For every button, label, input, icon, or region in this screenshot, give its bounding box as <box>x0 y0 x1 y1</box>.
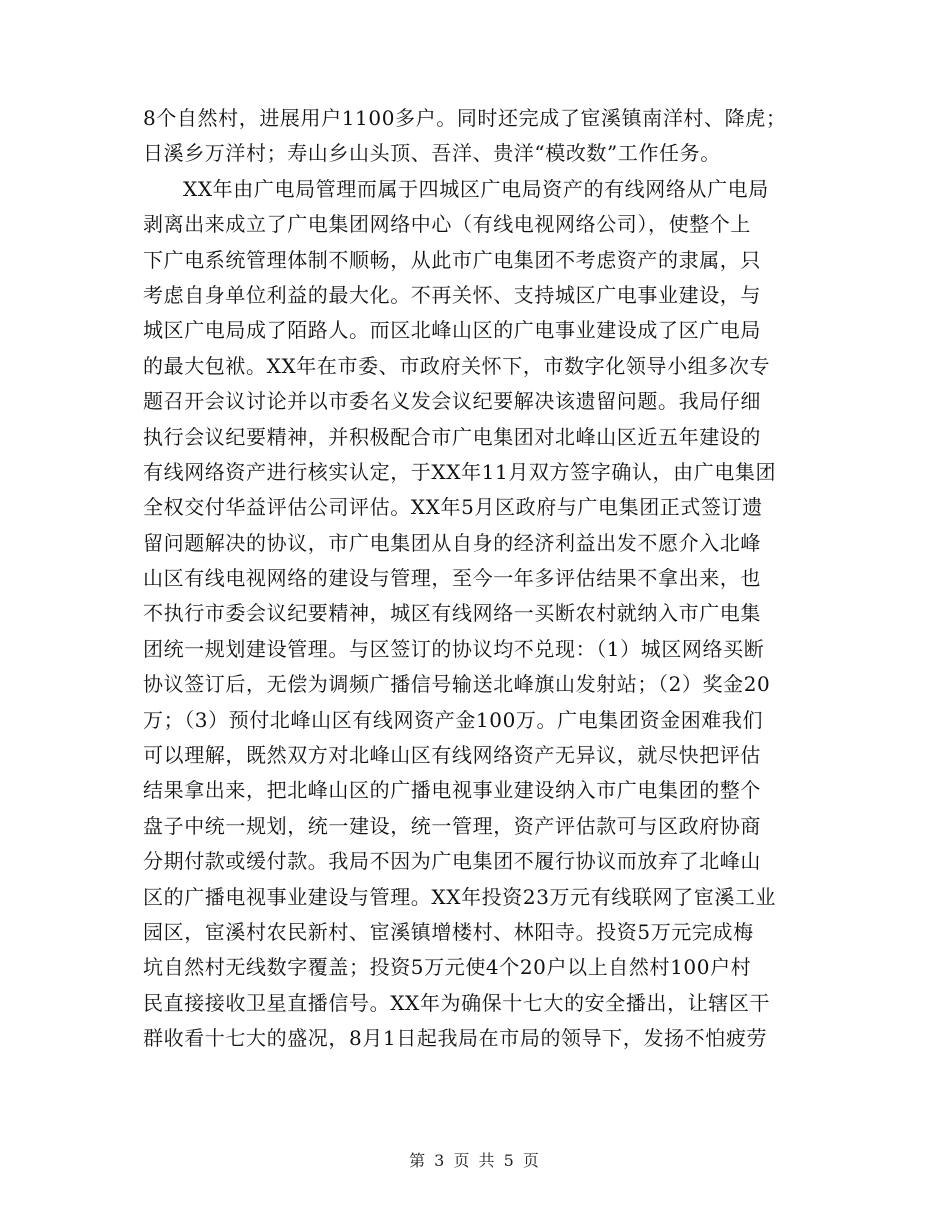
text-line: 题召开会议讨论并以市委名义发会议纪要解决该遗留问题。我局仔细 <box>143 389 761 414</box>
text-line: 8个自然村，进展用户1100多户。同时还完成了宦溪镇南洋村、降虎； <box>143 106 787 130</box>
text-line: 万；（3）预付北峰山区有线网资产金100万。广电集团资金困难我们 <box>143 707 764 732</box>
page-number-footer: 第 3 页 共 5 页 <box>409 1151 541 1170</box>
text-line: 留问题解决的协议，市广电集团从自身的经济利益出发不愿介入北峰 <box>143 530 761 555</box>
text-line: 群收看十七大的盛况，8月1日起我局在市局的领导下，发扬不怕疲劳 <box>143 1026 768 1051</box>
text-line: 坑自然村无线数字覆盖；投资5万元使4个20户以上自然村100户村 <box>143 955 752 980</box>
text-line: 不执行市委会议纪要精神，城区有线网络一买断农村就纳入市广电集 <box>143 601 761 626</box>
document-body <box>143 101 813 1057</box>
text-line: 结果拿出来，把北峰山区的广播电视事业建设纳入市广电集团的整个 <box>143 778 761 803</box>
text-line: 全权交付华益评估公司评估。XX年5月区政府与广电集团正式签订遗 <box>143 495 763 520</box>
text-line: 盘子中统一规划，统一建设，统一管理，资产评估款可与区政府协商 <box>143 813 761 838</box>
text-line: 城区广电局成了陌路人。而区北峰山区的广电事业建设成了区广电局 <box>143 318 761 343</box>
text-line: 可以理解，既然双方对北峰山区有线网络资产无异议，就尽快把评估 <box>143 743 761 768</box>
text-line: 考虑自身单位利益的最大化。不再关怀、支持城区广电事业建设，与 <box>143 282 761 307</box>
text-line: 剥离出来成立了广电集团网络中心（有线电视网络公司），使整个上 <box>143 212 751 237</box>
text-line: 山区有线电视网络的建设与管理，至今一年多评估结果不拿出来，也 <box>143 566 761 591</box>
text-line: 日溪乡万洋村；寿山乡山头顶、吾洋、贵洋“模改数”工作任务。 <box>143 141 721 166</box>
text-line: 园区，宦溪村农民新村、宦溪镇增楼村、林阳寺。投资5万元完成梅 <box>143 919 754 944</box>
text-line: 区的广播电视事业建设与管理。XX年投资23万元有线联网了宦溪工业 <box>143 884 777 909</box>
text-line: 分期付款或缓付款。我局不因为广电集团不履行协议而放弃了北峰山 <box>143 849 761 874</box>
text-line: 团统一规划建设管理。与区签订的协议均不兑现：（1）城区网络买断 <box>143 636 765 661</box>
text-line: 协议签订后，无偿为调频广播信号输送北峰旗山发射站；（2）奖金20 <box>143 672 771 697</box>
text-line: 执行会议纪要精神，并积极配合市广电集团对北峰山区近五年建设的 <box>143 424 761 449</box>
text-line: 民直接接收卫星直播信号。XX年为确保十七大的安全播出，让辖区干 <box>143 990 771 1015</box>
text-line: 下广电系统管理体制不顺畅，从此市广电集团不考虑资产的隶属，只 <box>143 247 761 272</box>
text-line: 的最大包袱。XX年在市委、市政府关怀下，市数字化领导小组多次专 <box>143 353 771 378</box>
text-line: 有线网络资产进行核实认定，于XX年11月双方签字确认，由广电集团 <box>143 459 777 484</box>
paragraph-start-line: XX年由广电局管理而属于四城区广电局资产的有线网络从广电局 <box>183 176 769 201</box>
